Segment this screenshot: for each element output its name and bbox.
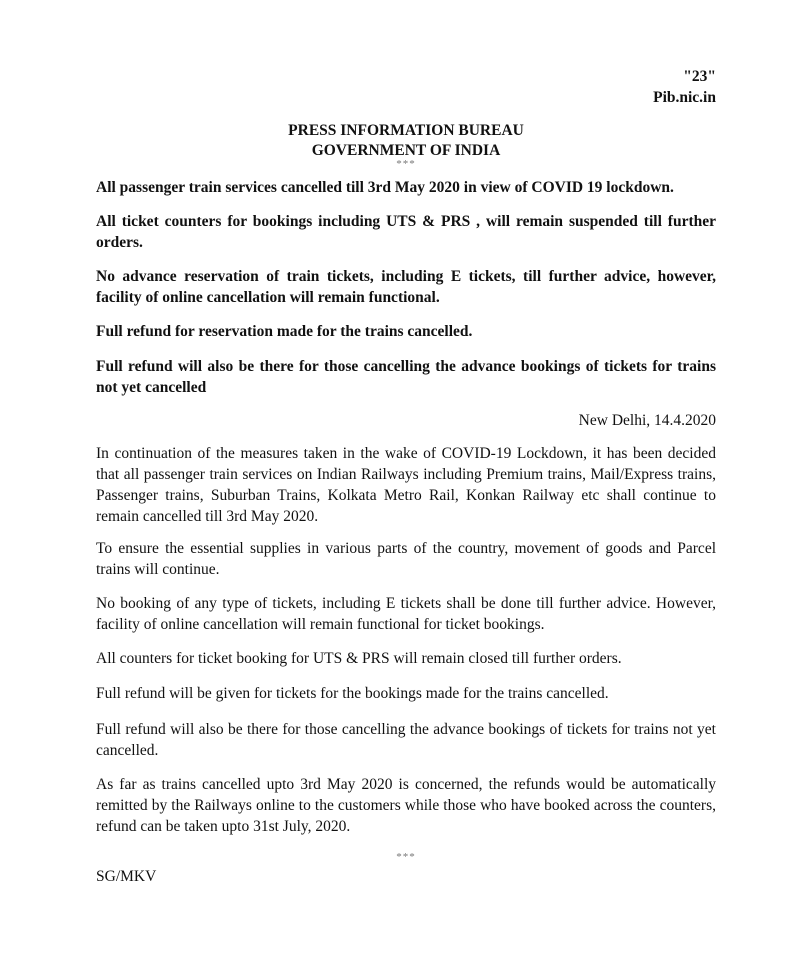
body-paragraph: All counters for ticket booking for UTS & PRS will remain closed till further orders. <box>96 650 622 667</box>
document-header <box>0 121 812 161</box>
highlight-paragraph: All ticket counters for bookings including UTS & PRS , will remain suspended till further orders. <box>96 213 716 251</box>
body-paragraph: Full refund will be given for tickets for the bookings made for the trains cancelled. <box>96 685 609 702</box>
body-paragraph: No booking of any type of tickets, including E tickets shall be done till further advice. However, facility of online cancellation will remain functional for ticket bookings. <box>96 595 716 633</box>
reference-block <box>653 66 716 108</box>
dateline: New Delhi, 14.4.2020 <box>578 412 716 429</box>
header-government: GOVERNMENT OF INDIA <box>311 142 501 159</box>
signature-initials: SG/MKV <box>96 868 157 885</box>
header-separator: *** <box>396 158 416 170</box>
body-paragraph: In continuation of the measures taken in the wake of COVID-19 Lockdown, it has been decided that all passenger train services on Indian Railways including Premium trains, Mail/Express trains, Passenger trains, Suburban Trains, Kolkata Metro Rail, Konkan Railway etc shall continue to remain cancelled till 3rd May 2020. <box>96 445 716 525</box>
body-paragraph: To ensure the essential supplies in various parts of the country, movement of goods and Parcel trains will continue. <box>96 540 716 578</box>
highlight-paragraph: Full refund will also be there for those cancelling the advance bookings of tickets for trains not yet cancelled <box>96 358 716 396</box>
reference-source: Pib.nic.in <box>653 89 716 106</box>
footer-separator: *** <box>396 851 416 863</box>
highlight-paragraph: Full refund for reservation made for the trains cancelled. <box>96 323 473 340</box>
highlight-paragraph: No advance reservation of train tickets, including E tickets, till further advice, however, facility of online cancellation will remain functional. <box>96 268 716 306</box>
body-paragraph: As far as trains cancelled upto 3rd May 2020 is concerned, the refunds would be automatically remitted by the Railways online to the customers while those who have booked across the counters, refund can be taken upto 31st July, 2020. <box>96 776 716 835</box>
highlight-paragraph: All passenger train services cancelled till 3rd May 2020 in view of COVID 19 lockdown. <box>96 179 674 196</box>
reference-number: "23" <box>683 68 716 85</box>
body-paragraph: Full refund will also be there for those cancelling the advance bookings of tickets for trains not yet cancelled. <box>96 721 716 759</box>
header-bureau: PRESS INFORMATION BUREAU <box>288 122 524 139</box>
